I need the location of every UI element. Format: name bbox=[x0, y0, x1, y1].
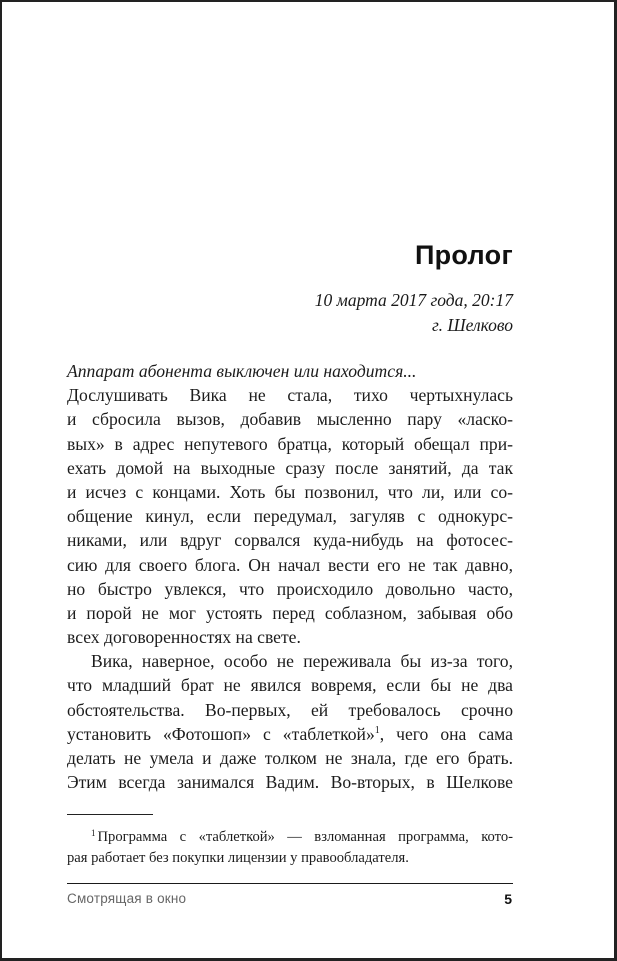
text-line: Вика, наверное, особо не переживала бы из-за того, bbox=[91, 651, 513, 672]
footnote-line bbox=[67, 823, 513, 848]
text-line: всех договоренностях на свете. bbox=[67, 627, 301, 648]
book-title: Смотрящая в окно bbox=[67, 891, 187, 906]
text-line: делать не умела и даже толком не знала, где его брать. bbox=[67, 748, 513, 768]
text-line: Этим всегда занимался Вадим. Во-вторых, в Шелкове bbox=[67, 772, 513, 793]
text-line-with-footnote-ref bbox=[67, 722, 513, 746]
text-line: Дослушивать Вика не стала, тихо чертыхнулась bbox=[67, 385, 513, 406]
text-line: но быстро увлекся, что происходило довольно часто, bbox=[67, 578, 513, 599]
text-line: что младший брат не явился вовремя, если бы не два bbox=[67, 675, 513, 696]
footer-divider bbox=[67, 883, 513, 884]
chapter-dateline bbox=[315, 288, 513, 338]
text-line: сию для своего блога. Он начал вести его не так давно, bbox=[67, 554, 513, 575]
running-footer bbox=[67, 889, 513, 909]
text-line: и сбросила вызов, добавив мысленно пару «ласко- bbox=[67, 409, 513, 430]
footnote-text: Программа с «таблеткой» — взломанная программа, кото- bbox=[97, 829, 513, 845]
page-number: 5 bbox=[504, 891, 512, 907]
text-line: обстоятельства. Во-первых, ей требовалось срочно bbox=[67, 699, 513, 720]
footnote-line: рая работает без покупки лицензии у правообладателя. bbox=[67, 850, 409, 866]
text-line: и исчез с концами. Хоть бы позвонил, что ли, или со- bbox=[67, 481, 513, 502]
body-text bbox=[67, 359, 513, 794]
text-line: никами, или вдруг сорвался куда-нибудь на фотосес- bbox=[67, 530, 513, 551]
text-fragment: установить «Фотошоп» с «таблеткой» bbox=[67, 723, 375, 744]
text-line: вых» в адрес непутевого братца, который обещал при- bbox=[67, 433, 513, 454]
chapter-place: г. Шелково bbox=[432, 315, 513, 335]
chapter-date: 10 марта 2017 года, 20:17 bbox=[314, 290, 513, 310]
footnote-marker: 1 bbox=[91, 828, 96, 838]
text-fragment: , чего она сама bbox=[379, 723, 513, 744]
footnote-separator bbox=[67, 814, 153, 815]
footnote bbox=[67, 823, 513, 869]
text-line: ехать домой на выходные сразу после занятий, да так bbox=[67, 457, 513, 478]
chapter-title: Пролог bbox=[414, 240, 513, 270]
footnote-reference[interactable]: 1 bbox=[374, 724, 380, 736]
text-line: и порой не мог устоять перед соблазном, забывая обо bbox=[67, 602, 513, 623]
text-line: Аппарат абонента выключен или находится... bbox=[67, 361, 417, 381]
text-line: общение кинул, если передумал, загуляв с однокурс- bbox=[67, 506, 513, 527]
book-page bbox=[2, 2, 614, 958]
